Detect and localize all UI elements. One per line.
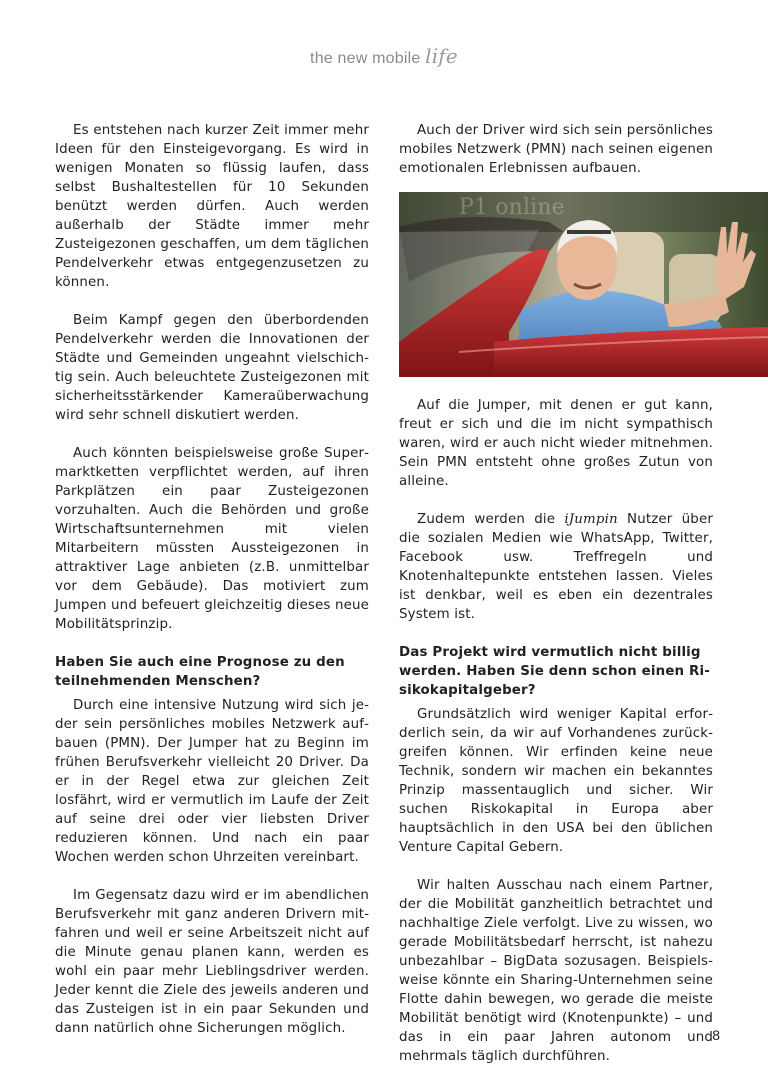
paragraph: Durch eine intensive Nutzung wird sich jeder sein persönliches mobiles Netzwerk aufbauen (PMN). Der Jumper hat zu Beginn im frühen Berufsverkehr vielleicht 20 Driver. Da er in der Regel etwa zur gleichen Zeit losfährt, wird er vermutlich im Laufe der Zeit auf seine drei oder vier liebsten Driver reduzieren können. Und nach ein paar Wochen werden schon Uhrzeiten vereinbart.: [55, 698, 369, 865]
paragraph: Auf die Jumper, mit denen er gut kann, freut er sich und die im nicht sympathisch waren, wird er auch nicht wieder mitnehmen. Sein PMN entsteht ohne großes Zutun von alleine.: [399, 398, 713, 489]
paragraph-text: Zudem werden die: [417, 512, 565, 527]
interview-question: Das Projekt wird vermutlich nicht billig werden. Haben Sie denn schon einen Risikokapitalgeber?: [399, 645, 710, 698]
running-header: [0, 44, 768, 68]
header-text: the new mobile: [310, 50, 426, 67]
brand-name: iJumpin: [564, 512, 618, 527]
page-number: 8: [712, 1027, 720, 1043]
interview-question: Haben Sie auch eine Prognose zu den teilnehmenden Menschen?: [55, 655, 345, 689]
paragraph: Es entstehen nach kurzer Zeit immer mehr Ideen für den Einsteigevorgang. Es wird in wenigen Monaten so flüssig laufen, dass selbst Bushaltestellen für 10 Sekunden benützt werden dürfen. Auch werden außerhalb der Städte immer mehr Zusteigezonen geschaffen, um dem täglichen Pendelverkehr etwas entgegenzusetzen zu können.: [55, 123, 369, 290]
photo-illustration: [399, 192, 768, 377]
paragraph-text: Nutzer über die sozialen Medien wie WhatsApp, Twitter, Facebook usw. Treffregeln und Knotenhaltepunkte entstehen lassen. Vieles ist denkbar, weil es eben ein dezentrales System ist.: [399, 512, 713, 622]
left-column: [55, 121, 369, 1038]
right-column: [399, 121, 713, 1066]
photo-watermark: P1 online: [459, 195, 565, 220]
paragraph: Im Gegensatz dazu wird er im abendlichen Berufsverkehr mit ganz anderen Drivern mitfahren und weil er seine Arbeitszeit nicht auf die Minute genau planen kann, werden es wohl ein paar mehr Lieblingsdriver werden. Jeder kennt die Ziele des jeweils anderen und das Zusteigen ist in ein paar Sekunden und dann natürlich ohne Sicherungen möglich.: [55, 888, 369, 1036]
photo-man-in-convertible: [399, 192, 768, 377]
paragraph: Auch der Driver wird sich sein persönliches mobiles Netzwerk (PMN) nach seinen eigenen emotionalen Erlebnissen aufbauen.: [399, 123, 713, 176]
header-life-word: life: [425, 44, 458, 68]
paragraph: Beim Kampf gegen den überbordenden Pendelverkehr werden die Innovationen der Städte und Gemeinden ungeahnt vielschichtig sein. Auch beleuchtete Zusteigezonen mit sicherheitsstärkender Kameraüberwachung wird sehr schnell diskutiert werden.: [55, 313, 369, 423]
paragraph: Grundsätzlich wird weniger Kapital erforderlich sein, da wir auf Vorhandenes zurückgreifen können. Wir erfinden keine neue Technik, sondern wir machen ein bekanntes Prinzip massentauglich und sicher. Wir suchen Riskokapital in Europa aber hauptsächlich in den USA bei den üblichen Venture Capital Gebern.: [399, 707, 713, 855]
paragraph: [399, 510, 713, 624]
paragraph: Wir halten Ausschau nach einem Partner, der die Mobilität ganzheitlich betrachtet und nachhaltige Ziele verfolgt. Live zu wissen, wo gerade Mobilitätsbedarf herrscht, ist nahezu unbezahlbar – BigData sozusagen. Beispielsweise könnte ein Sharing-Unternehmen seine Flotte dahin bewegen, wo gerade die meiste Mobilität benötigt wird (Knotenpunkte) – und das in ein paar Jahren autonom und mehrmals täglich durchführen.: [399, 878, 713, 1064]
paragraph: Auch könnten beispielsweise große Supermarktketten verpflichtet werden, auf ihren Parkplätzen ein paar Zusteigezonen vorzuhalten. Auch die Behörden und große Wirtschaftsunternehmen mit vielen Mitarbeitern müssten Aussteigezonen in attraktiver Lage anbieten (z.B. unmittelbar vor dem Gebäude). Das motiviert zum Jumpen und befeuert gleichzeitig dieses neue Mobilitätsprinzip.: [55, 446, 369, 632]
